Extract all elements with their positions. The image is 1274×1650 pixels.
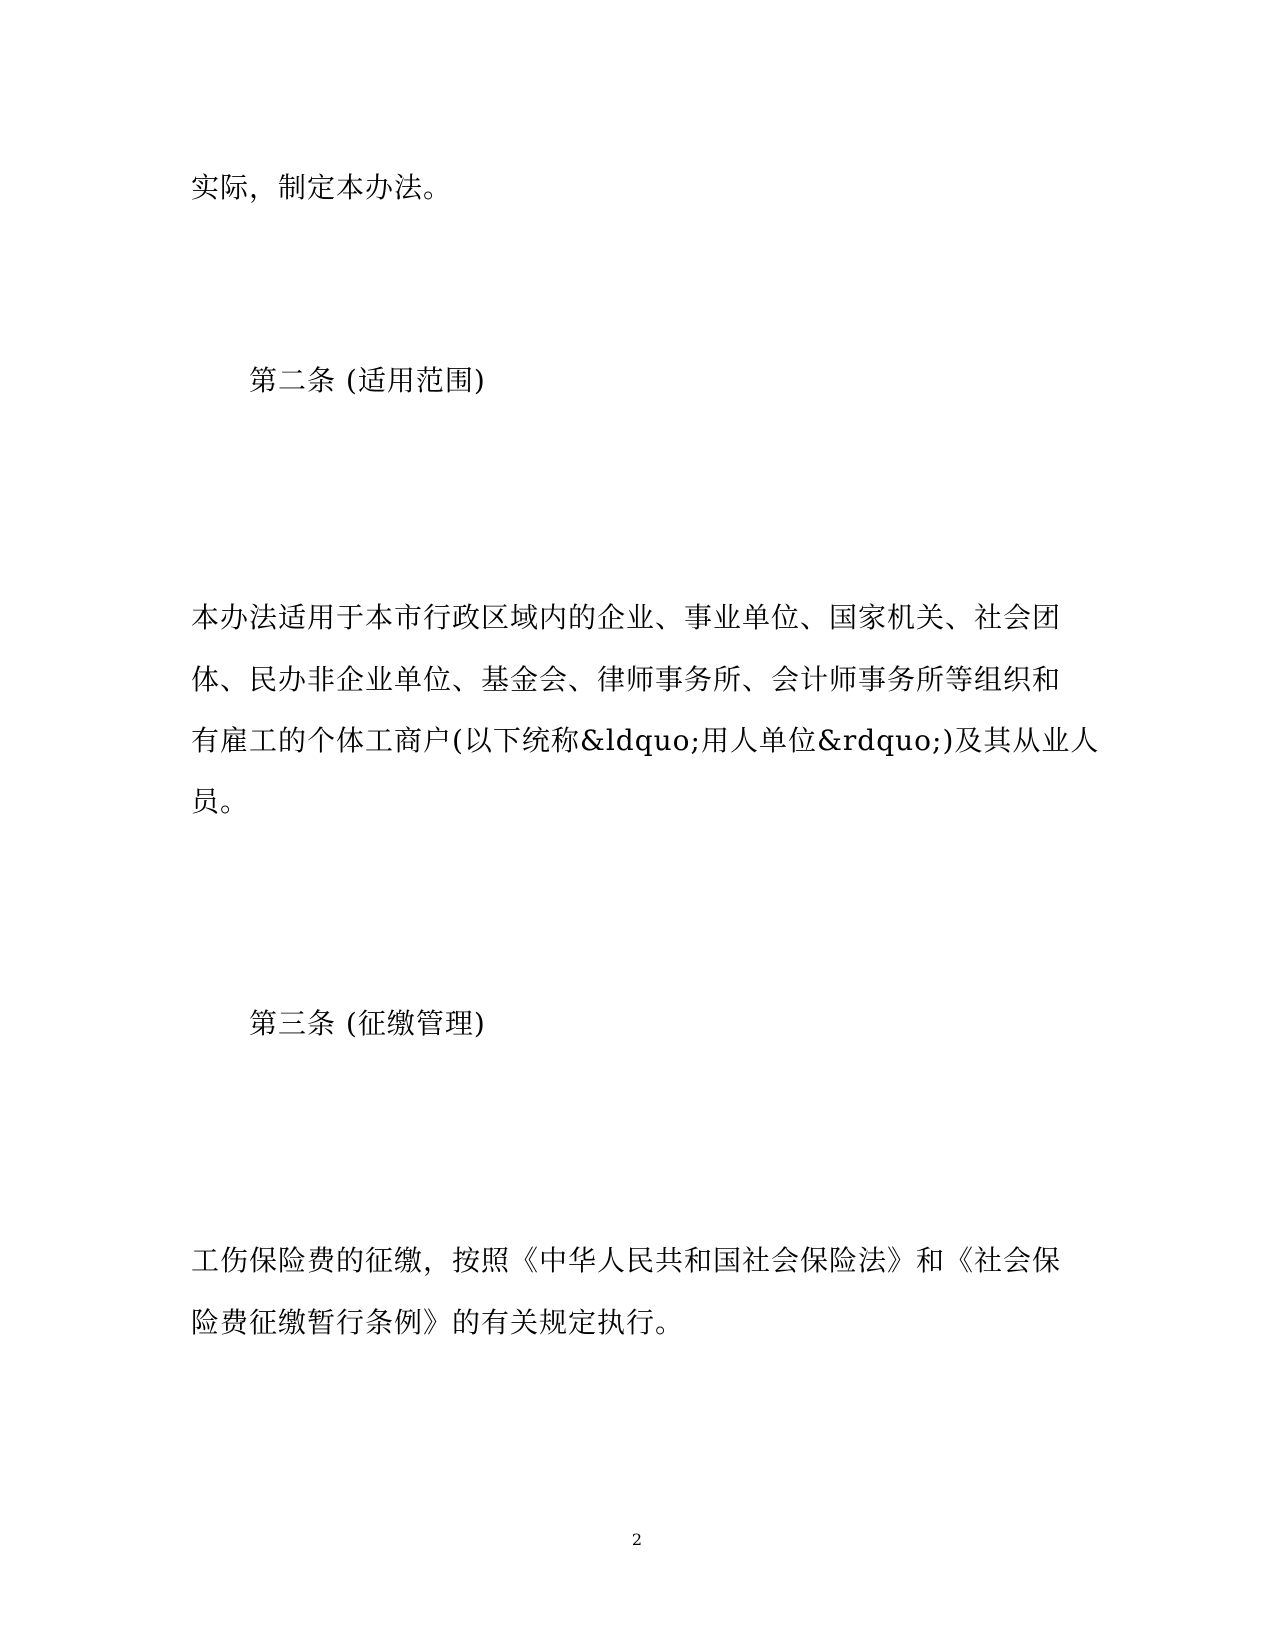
paragraph-line: 员。 (191, 785, 250, 818)
paragraph-line: 体、民办非企业单位、基金会、律师事务所、会计师事务所等组织和 (191, 663, 1062, 696)
article-heading: 第二条 (适用范围) (249, 364, 486, 397)
paragraph-line: 险费征缴暂行条例》的有关规定执行。 (191, 1306, 685, 1339)
paragraph-line: 本办法适用于本市行政区域内的企业、事业单位、国家机关、社会团 (191, 601, 1062, 634)
paragraph-line: 有雇工的个体工商户(以下统称&ldquo;用人单位&rdquo;)及其从业人 (191, 724, 1100, 757)
paragraph-line: 工伤保险费的征缴，按照《中华人民共和国社会保险法》和《社会保 (191, 1244, 1062, 1277)
article-heading: 第三条 (征缴管理) (249, 1007, 486, 1040)
page-number: 2 (631, 1530, 643, 1549)
paragraph-line: 实际，制定本办法。 (191, 171, 453, 204)
